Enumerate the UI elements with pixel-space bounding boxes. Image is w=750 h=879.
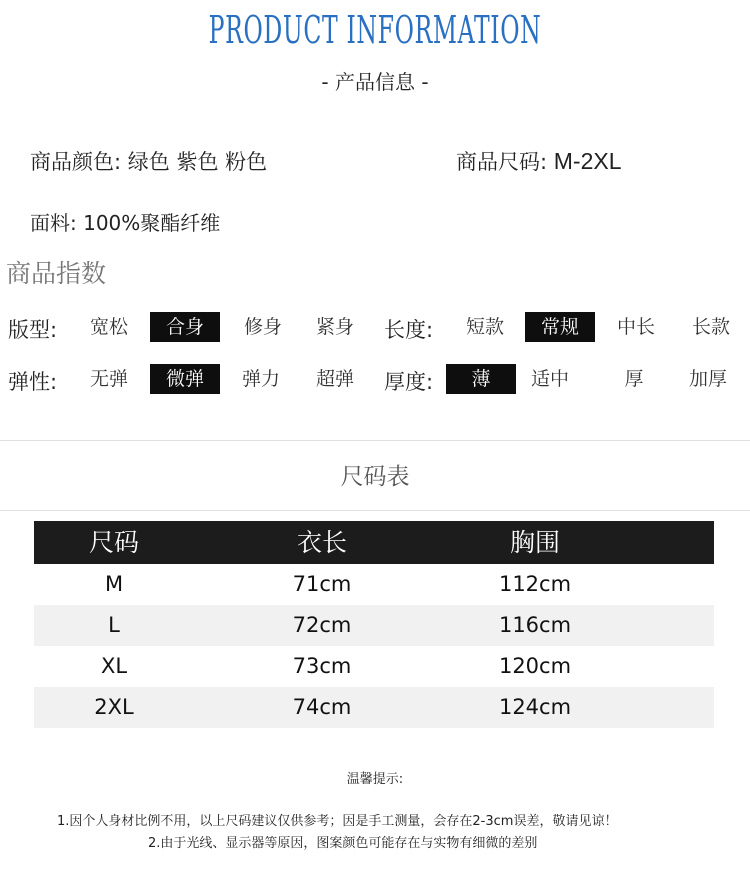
- color-info: [30, 146, 267, 176]
- fabric-info: 面料: 100%聚酯纤维: [30, 211, 221, 235]
- elasticity-option: 无弹: [89, 368, 128, 390]
- size-label: 商品尺码:: [456, 150, 548, 174]
- cell-chest: 124cm: [498, 695, 572, 719]
- thickness-option: 加厚: [688, 368, 727, 390]
- cell-size: L: [108, 613, 120, 637]
- cell-chest: 116cm: [498, 613, 572, 637]
- cell-length: 73cm: [292, 654, 352, 678]
- thickness-option: 厚: [624, 368, 644, 390]
- size-value: M-2XL: [553, 148, 622, 174]
- index-title: 商品指数: [6, 259, 107, 288]
- tip-line-1: 1.因个人身材比例不用，以上尺码建议仅供参考；因是手工测量，会存在2-3cm误差，敬请见谅！: [57, 814, 618, 829]
- thickness-option-selected: 薄: [446, 364, 516, 394]
- elasticity-option: 超弹: [315, 368, 354, 390]
- length-label: 长度:: [384, 318, 434, 342]
- length-option: 长款: [691, 316, 730, 338]
- header-chest: 胸围: [509, 528, 560, 557]
- color-values: 绿色 紫色 粉色: [127, 150, 268, 174]
- cell-length: 72cm: [292, 613, 352, 637]
- table-header: [34, 521, 714, 564]
- fit-option: 紧身: [315, 316, 354, 338]
- banner-title: PRODUCT INFORMATION: [208, 8, 542, 52]
- length-option: 中长: [616, 316, 655, 338]
- fit-option: 宽松: [89, 316, 128, 338]
- size-table: [34, 521, 714, 728]
- fit-option: 修身: [243, 316, 282, 338]
- tips-title: 温馨提示:: [346, 772, 404, 787]
- cell-length: 71cm: [292, 572, 352, 596]
- elasticity-option: 弹力: [241, 368, 280, 390]
- divider-top: [0, 440, 750, 441]
- color-label: 商品颜色:: [30, 150, 122, 174]
- cell-size: XL: [100, 654, 128, 678]
- cell-chest: 112cm: [498, 572, 572, 596]
- table-row: [34, 646, 714, 687]
- divider-bottom: [0, 510, 750, 511]
- elasticity-option-selected: 微弹: [150, 364, 220, 394]
- thickness-option: 适中: [530, 368, 569, 390]
- section-subtitle: - 产品信息 -: [321, 70, 429, 94]
- tip-line-2: 2.由于光线、显示器等原因，图案颜色可能存在与实物有细微的差别: [148, 836, 538, 851]
- cell-length: 74cm: [292, 695, 352, 719]
- cell-chest: 120cm: [498, 654, 572, 678]
- cell-size: M: [104, 572, 124, 596]
- thickness-label: 厚度:: [384, 370, 434, 394]
- header-size: 尺码: [88, 528, 139, 557]
- table-row: [34, 605, 714, 646]
- size-table-title: 尺码表: [340, 464, 410, 490]
- elasticity-label: 弹性:: [8, 370, 58, 394]
- fit-option-selected: 合身: [150, 312, 220, 342]
- length-option: 短款: [465, 316, 504, 338]
- size-info: [456, 146, 622, 176]
- table-row: [34, 564, 714, 605]
- fit-label: 版型:: [8, 318, 58, 342]
- table-row: [34, 687, 714, 728]
- length-option-selected: 常规: [525, 312, 595, 342]
- header-length: 衣长: [296, 528, 347, 557]
- cell-size: 2XL: [94, 695, 134, 719]
